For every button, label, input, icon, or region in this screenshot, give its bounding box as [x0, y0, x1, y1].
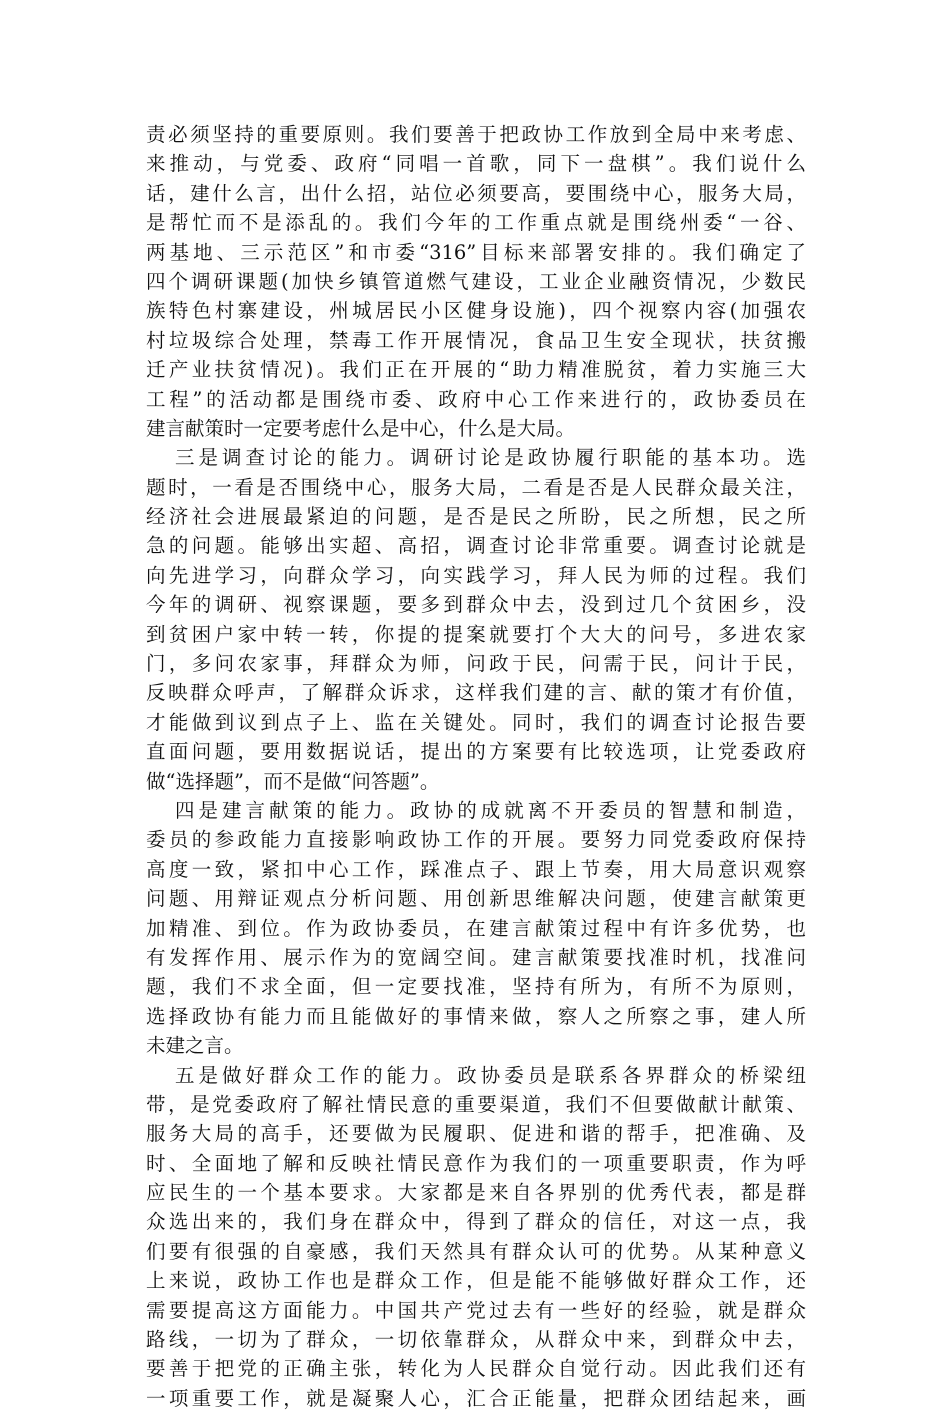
text-line: 五是做好群众工作的能力。政协委员是联系各界群众的桥梁纽	[146, 1061, 806, 1090]
text-line: 上来说，政协工作也是群众工作，但是能不能够做好群众工作，还	[146, 1266, 806, 1295]
text-line: 题时，一看是否围绕中心，服务大局，二看是否是人民群众最关注，	[146, 473, 806, 502]
text-line: 高度一致，紧扣中心工作，踩准点子、跟上节奏，用大局意识观察	[146, 855, 806, 884]
text-line: 族特色村寨建设，州城居民小区健身设施)，四个视察内容(加强农	[146, 296, 806, 325]
text-line: 村垃圾综合处理，禁毒工作开展情况，食品卫生安全现状，扶贫搬	[146, 326, 806, 355]
paragraph-p1	[146, 120, 806, 443]
text-line: 题，我们不求全面，但一定要找准，坚持有所为，有所不为原则，	[146, 972, 806, 1001]
paragraph-p3	[146, 796, 806, 1061]
document-body	[146, 120, 806, 1413]
text-line: 做“选择题”，而不是做“问答题”。	[146, 767, 806, 796]
text-line: 今年的调研、视察课题，要多到群众中去，没到过几个贫困乡，没	[146, 590, 806, 619]
text-line: 两基地、三示范区”和市委“316”目标来部署安排的。我们确定了	[146, 238, 806, 267]
text-line: 建言献策时一定要考虑什么是中心，什么是大局。	[146, 414, 806, 443]
text-line: 众选出来的，我们身在群众中，得到了群众的信任，对这一点，我	[146, 1207, 806, 1236]
text-line: 门，多问农家事，拜群众为师，问政于民，问需于民，问计于民，	[146, 649, 806, 678]
text-line: 委员的参政能力直接影响政协工作的开展。要努力同党委政府保持	[146, 825, 806, 854]
text-line: 迁产业扶贫情况)。我们正在开展的“助力精准脱贫，着力实施三大	[146, 355, 806, 384]
text-line: 向先进学习，向群众学习，向实践学习，拜人民为师的过程。我们	[146, 561, 806, 590]
text-line: 未建之言。	[146, 1031, 806, 1060]
paragraph-p4	[146, 1061, 806, 1413]
text-line: 带，是党委政府了解社情民意的重要渠道，我们不但要做献计献策、	[146, 1090, 806, 1119]
text-line: 是帮忙而不是添乱的。我们今年的工作重点就是围绕州委“一谷、	[146, 208, 806, 237]
text-line: 路线，一切为了群众，一切依靠群众，从群众中来，到群众中去，	[146, 1325, 806, 1354]
text-line: 责必须坚持的重要原则。我们要善于把政协工作放到全局中来考虑、	[146, 120, 806, 149]
text-line: 三是调查讨论的能力。调研讨论是政协履行职能的基本功。选	[146, 443, 806, 472]
text-line: 时、全面地了解和反映社情民意作为我们的一项重要职责，作为呼	[146, 1149, 806, 1178]
text-line: 需要提高这方面能力。中国共产党过去有一些好的经验，就是群众	[146, 1296, 806, 1325]
text-line: 有发挥作用、展示作为的宽阔空间。建言献策要找准时机，找准问	[146, 943, 806, 972]
text-line: 问题、用辩证观点分析问题、用创新思维解决问题，使建言献策更	[146, 884, 806, 913]
text-line: 服务大局的高手，还要做为民履职、促进和谐的帮手，把准确、及	[146, 1119, 806, 1148]
text-line: 四是建言献策的能力。政协的成就离不开委员的智慧和制造，	[146, 796, 806, 825]
text-line: 四个调研课题(加快乡镇管道燃气建设，工业企业融资情况，少数民	[146, 267, 806, 296]
text-line: 工程”的活动都是围绕市委、政府中心工作来进行的，政协委员在	[146, 385, 806, 414]
text-line: 话，建什么言，出什么招，站位必须要高，要围绕中心，服务大局，	[146, 179, 806, 208]
text-line: 加精准、到位。作为政协委员，在建言献策过程中有许多优势，也	[146, 914, 806, 943]
text-line: 选择政协有能力而且能做好的事情来做，察人之所察之事，建人所	[146, 1002, 806, 1031]
text-line: 急的问题。能够出实超、高招，调查讨论非常重要。调查讨论就是	[146, 531, 806, 560]
text-line: 应民生的一个基本要求。大家都是来自各界别的优秀代表，都是群	[146, 1178, 806, 1207]
text-line: 才能做到议到点子上、监在关键处。同时，我们的调查讨论报告要	[146, 708, 806, 737]
text-line: 来推动，与党委、政府“同唱一首歌，同下一盘棋”。我们说什么	[146, 149, 806, 178]
text-line: 经济社会进展最紧迫的问题，是否是民之所盼，民之所想，民之所	[146, 502, 806, 531]
text-line: 反映群众呼声，了解群众诉求，这样我们建的言、献的策才有价值，	[146, 678, 806, 707]
text-line: 一项重要工作，就是凝聚人心，汇合正能量，把群众团结起来，画	[146, 1384, 806, 1413]
paragraph-p2	[146, 443, 806, 796]
text-line: 直面问题，要用数据说话，提出的方案要有比较选项，让党委政府	[146, 737, 806, 766]
text-line: 要善于把党的正确主张，转化为人民群众自觉行动。因此我们还有	[146, 1354, 806, 1383]
text-line: 们要有很强的自豪感，我们天然具有群众认可的优势。从某种意义	[146, 1237, 806, 1266]
text-line: 到贫困户家中转一转，你提的提案就要打个大大的问号，多进农家	[146, 620, 806, 649]
